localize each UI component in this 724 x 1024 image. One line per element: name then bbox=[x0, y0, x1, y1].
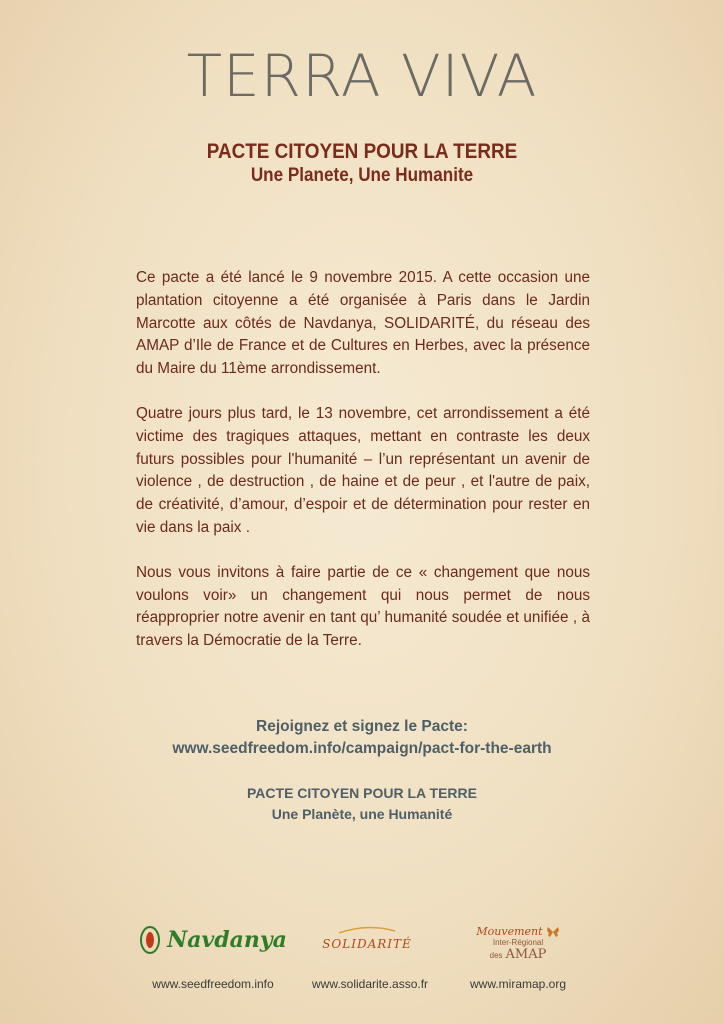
amap-url[interactable]: www.miramap.org bbox=[469, 977, 567, 991]
navdanya-logo[interactable] bbox=[128, 925, 298, 991]
navdanya-name: Navdanya bbox=[167, 927, 287, 953]
solidarite-name: SOLIDARITÉ bbox=[322, 937, 412, 951]
footer-pacte bbox=[0, 783, 724, 825]
paragraph: Quatre jours plus tard, le 13 novembre, cet arrondissement a été victime des tragiques attaques, mettant en contraste les deux futurs possibles pour l'humanité – l’un représentant un avenir de violence , de destruction , de haine et de peur , et l'autre de paix, de créativité, d’amour, d’espoir et de détermination pour rester en vie dans la paix . bbox=[136, 404, 590, 536]
amap-des: des bbox=[489, 951, 503, 960]
paragraph: Ce pacte a été lancé le 9 novembre 2015. A cette occasion une plantation citoyenne a été organisée à Paris dans le Jardin Marcotte aux côtés de Navdanya, SOLIDARITÉ, du réseau des AMAP d’Ile de France et de Cultures en Herbes, avec la présence du Maire du 11ème arrondissement. bbox=[136, 269, 590, 378]
amap-logo[interactable] bbox=[458, 925, 578, 991]
solidarite-url[interactable]: www.solidarite.asso.fr bbox=[312, 977, 429, 991]
amap-mouvement: Mouvement bbox=[476, 925, 543, 938]
navdanya-url[interactable]: www.seedfreedom.info bbox=[152, 977, 274, 991]
footer-pacte-subtitle: Une Planète, une Humanité bbox=[271, 806, 453, 822]
amap-inter-regional: Inter-Régional bbox=[492, 938, 544, 947]
swirl-icon bbox=[337, 925, 397, 935]
pacte-title: PACTE CITOYEN POUR LA TERRE bbox=[206, 140, 518, 163]
pacte-subtitle: Une Planete, Une Humanite bbox=[250, 165, 474, 186]
paragraph: Nous vous invitons à faire partie de ce « changement que nous voulons voir» un changement qui nous permet de nous réapproprier notre avenir en tant qu’ humanité soudée et unifiée , à travers la Démocratie de la Terre. bbox=[136, 563, 590, 650]
brand-title: TERRA VIVA bbox=[186, 42, 538, 110]
title-block bbox=[0, 140, 724, 187]
footer-pacte-title: PACTE CITOYEN POUR LA TERRE bbox=[247, 785, 477, 801]
body-text bbox=[136, 267, 590, 675]
cta-link[interactable]: www.seedfreedom.info/campaign/pact-for-the-earth bbox=[172, 740, 552, 757]
seed-icon bbox=[139, 925, 161, 955]
partner-logos bbox=[0, 925, 724, 995]
amap-name: AMAP bbox=[505, 947, 547, 962]
solidarite-logo[interactable] bbox=[312, 925, 429, 991]
butterfly-icon bbox=[546, 926, 560, 938]
cta-label: Rejoignez et signez le Pacte: bbox=[256, 718, 468, 735]
cta-block bbox=[0, 716, 724, 760]
